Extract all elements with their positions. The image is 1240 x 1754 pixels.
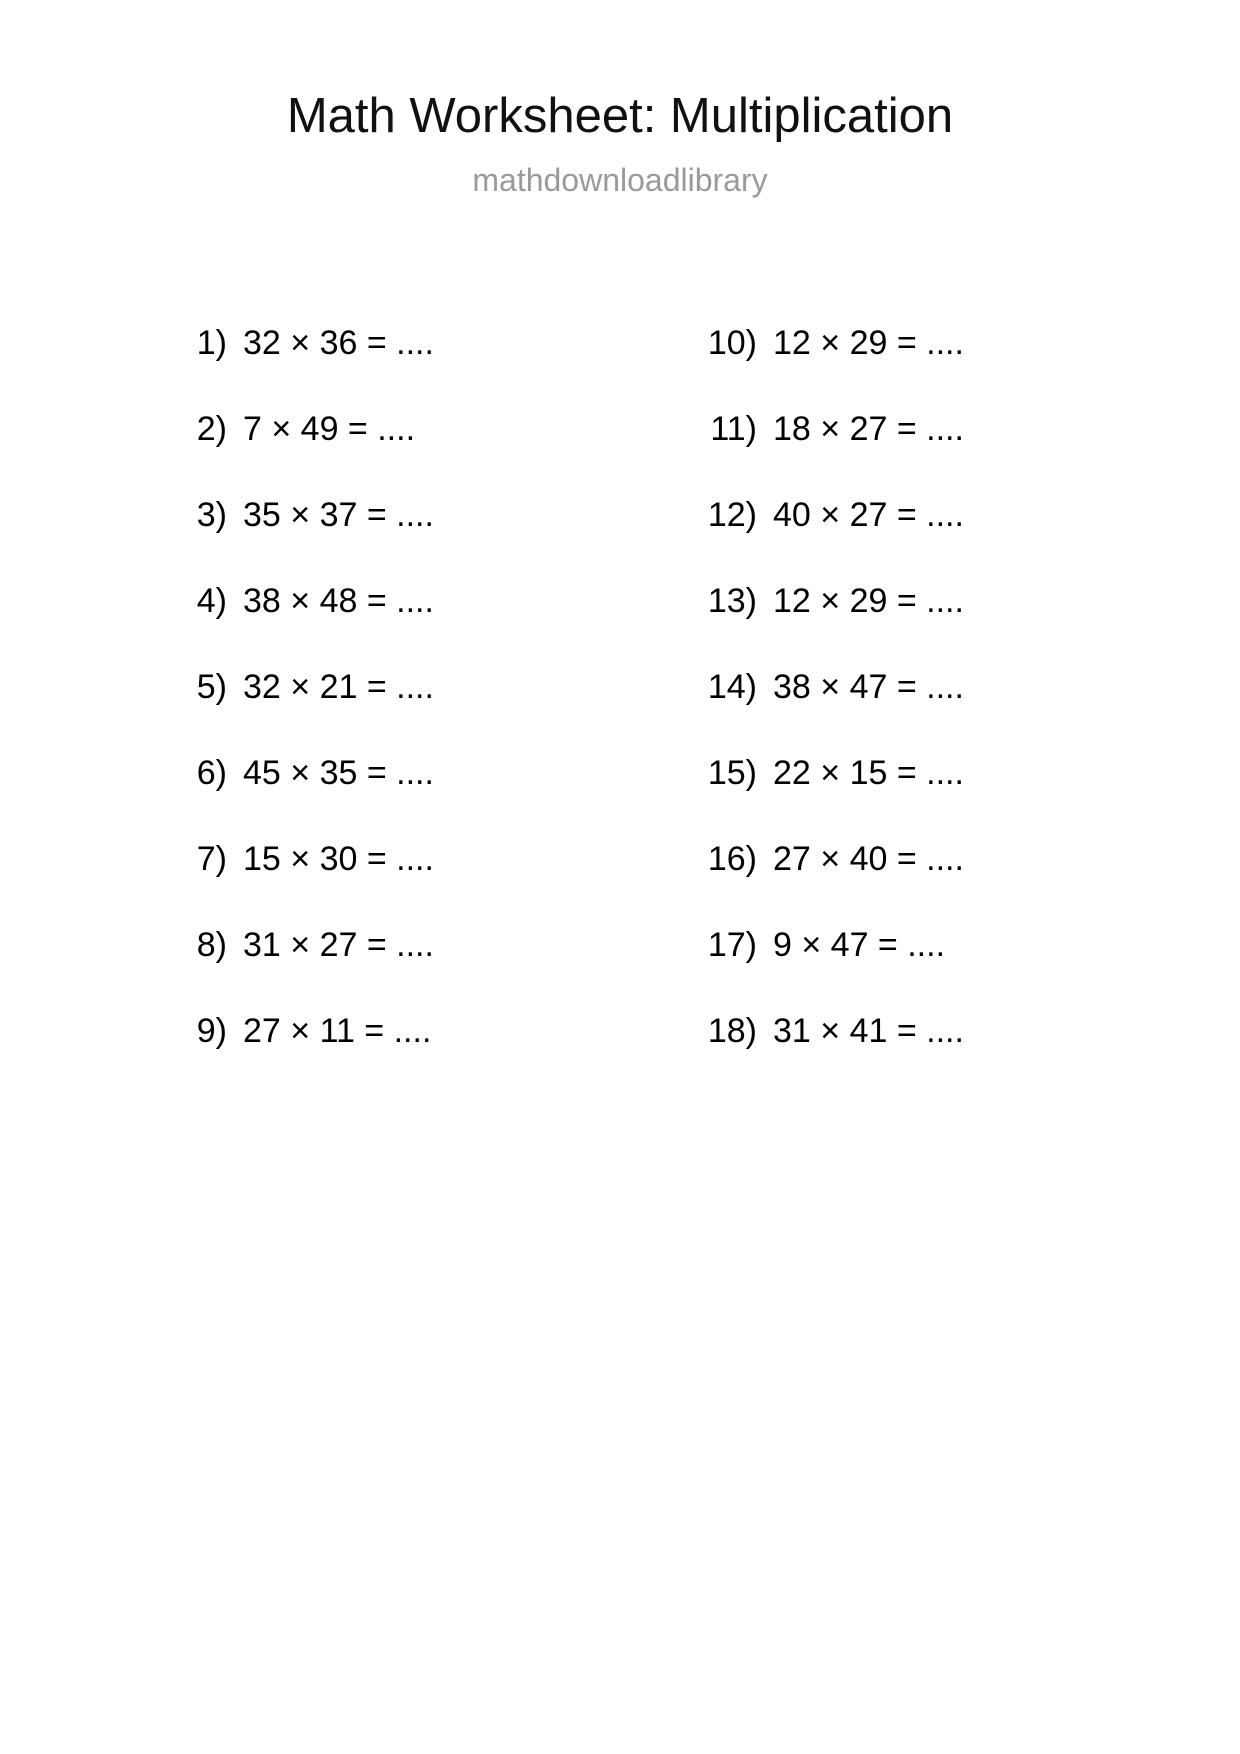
problem-expression: 40 × 27 = .... bbox=[773, 496, 964, 534]
problem-item bbox=[705, 730, 1155, 816]
page-title: Math Worksheet: Multiplication bbox=[286, 89, 954, 143]
problem-expression: 38 × 47 = .... bbox=[773, 668, 964, 706]
problem-expression: 9 × 47 = .... bbox=[773, 926, 946, 964]
problem-number: 1) bbox=[196, 324, 227, 362]
problem-number: 18) bbox=[707, 1012, 757, 1050]
problem-expression: 27 × 11 = .... bbox=[243, 1012, 432, 1050]
problem-expression: 12 × 29 = .... bbox=[773, 582, 964, 620]
problem-expression: 32 × 36 = .... bbox=[243, 324, 434, 362]
problem-number: 6) bbox=[196, 754, 227, 792]
problem-expression: 22 × 15 = .... bbox=[773, 754, 964, 792]
problems-column-right bbox=[705, 300, 1155, 1074]
problem-expression: 27 × 40 = .... bbox=[773, 840, 964, 878]
problems-column-left bbox=[175, 300, 625, 1074]
problem-number: 17) bbox=[707, 926, 757, 964]
problem-number: 12) bbox=[707, 496, 757, 534]
problem-item bbox=[175, 816, 625, 902]
problem-number: 15) bbox=[707, 754, 757, 792]
problem-item bbox=[705, 816, 1155, 902]
problem-item bbox=[705, 386, 1155, 472]
problem-number: 8) bbox=[196, 926, 227, 964]
problem-expression: 45 × 35 = .... bbox=[243, 754, 434, 792]
problem-item bbox=[175, 386, 625, 472]
problem-number: 11) bbox=[710, 410, 757, 448]
problem-number: 7) bbox=[196, 840, 227, 878]
problem-item bbox=[175, 472, 625, 558]
problem-expression: 31 × 27 = .... bbox=[243, 926, 434, 964]
problem-number: 5) bbox=[196, 668, 227, 706]
problem-expression: 12 × 29 = .... bbox=[773, 324, 964, 362]
problem-item bbox=[175, 730, 625, 816]
problem-item bbox=[705, 902, 1155, 988]
problem-number: 13) bbox=[707, 582, 757, 620]
problem-expression: 35 × 37 = .... bbox=[243, 496, 434, 534]
problem-number: 10) bbox=[707, 324, 757, 362]
problem-item bbox=[175, 300, 625, 386]
problem-item bbox=[175, 558, 625, 644]
problem-item bbox=[705, 300, 1155, 386]
problem-expression: 15 × 30 = .... bbox=[243, 840, 434, 878]
problem-item bbox=[705, 558, 1155, 644]
problem-item bbox=[705, 644, 1155, 730]
problem-expression: 38 × 48 = .... bbox=[243, 582, 434, 620]
problem-item bbox=[175, 988, 625, 1074]
problem-item bbox=[175, 902, 625, 988]
problem-item bbox=[175, 644, 625, 730]
problem-number: 16) bbox=[707, 840, 757, 878]
page-subtitle: mathdownloadlibrary bbox=[472, 162, 768, 198]
problem-number: 2) bbox=[196, 410, 227, 448]
problem-item bbox=[705, 472, 1155, 558]
problem-number: 14) bbox=[707, 668, 757, 706]
problem-number: 9) bbox=[196, 1012, 227, 1050]
problem-expression: 18 × 27 = .... bbox=[773, 410, 964, 448]
problem-expression: 31 × 41 = .... bbox=[773, 1012, 964, 1050]
problem-item bbox=[705, 988, 1155, 1074]
problem-expression: 7 × 49 = .... bbox=[243, 410, 416, 448]
problem-number: 4) bbox=[196, 582, 227, 620]
problem-expression: 32 × 21 = .... bbox=[243, 668, 434, 706]
problem-number: 3) bbox=[196, 496, 227, 534]
problems-container bbox=[0, 300, 1240, 1074]
